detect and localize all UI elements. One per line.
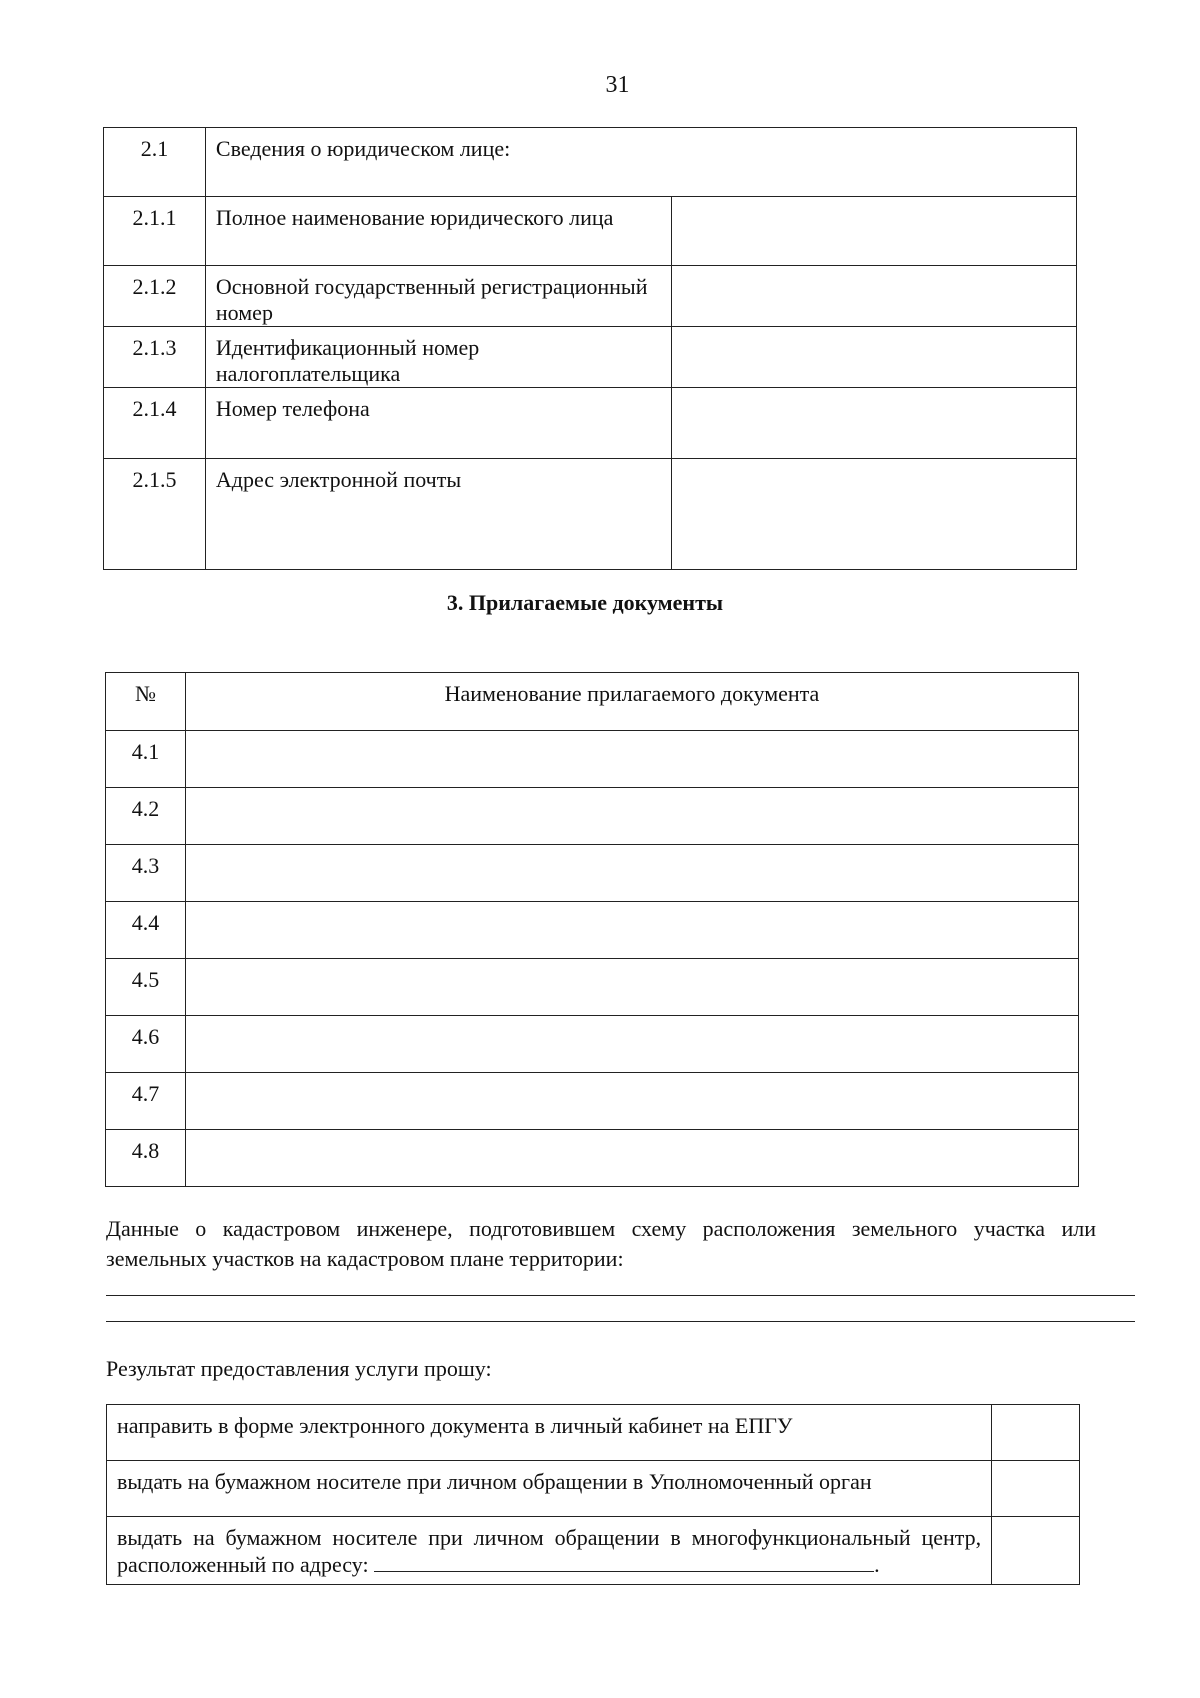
table-row xyxy=(104,197,1077,266)
table-row xyxy=(106,1130,1079,1187)
row-label-cell: Идентификационный номер налогоплательщика xyxy=(205,327,671,388)
full-name-value-field[interactable] xyxy=(671,197,1076,266)
table-row xyxy=(107,1517,1080,1585)
row-number-cell: 4.6 xyxy=(106,1016,186,1073)
row-label-cell: Номер телефона xyxy=(205,388,671,459)
row-number-cell: 2.1.1 xyxy=(104,197,206,266)
row-number-cell: 2.1.4 xyxy=(104,388,206,459)
ogrn-value-field[interactable] xyxy=(671,266,1076,327)
result-label: Результат предоставления услуги прошу: xyxy=(106,1356,492,1381)
legal-entity-header-cell: Сведения о юридическом лице: xyxy=(205,128,1076,197)
document-name-field[interactable] xyxy=(185,959,1078,1016)
row-number-cell: 4.7 xyxy=(106,1073,186,1130)
table-row xyxy=(107,1405,1080,1461)
result-option-label: выдать на бумажном носителе при личном обращении в Уполномоченный орган xyxy=(107,1461,992,1517)
row-number-cell: 4.4 xyxy=(106,902,186,959)
row-label-cell: Адрес электронной почты xyxy=(205,459,671,570)
document-name-field[interactable] xyxy=(185,731,1078,788)
table-row xyxy=(106,731,1079,788)
table-header-row xyxy=(106,673,1079,731)
page-number: 31 xyxy=(605,72,630,98)
row-number-cell: 2.1.2 xyxy=(104,266,206,327)
table-row xyxy=(104,266,1077,327)
table-row xyxy=(104,327,1077,388)
result-option-checkbox[interactable] xyxy=(992,1461,1080,1517)
phone-value-field[interactable] xyxy=(671,388,1076,459)
table-row xyxy=(106,788,1079,845)
row-label-cell: Основной государственный регистрационный номер xyxy=(205,266,671,327)
table-row xyxy=(107,1461,1080,1517)
address-end-period: . xyxy=(874,1552,880,1577)
table-row xyxy=(106,845,1079,902)
document-name-field[interactable] xyxy=(185,1016,1078,1073)
row-number-cell: 4.5 xyxy=(106,959,186,1016)
table-row xyxy=(106,959,1079,1016)
result-option-text: выдать на бумажном носителе при личном обращении в многофункциональный центр, расположенный по адресу: xyxy=(117,1525,982,1577)
cadastral-engineer-text: Данные о кадастровом инженере, подготовившем схему расположения земельного участка или земельных участков на кадастровом плане территории: xyxy=(106,1216,1096,1271)
row-label-cell: Полное наименование юридического лица xyxy=(205,197,671,266)
row-number-cell: 4.8 xyxy=(106,1130,186,1187)
result-option-checkbox[interactable] xyxy=(992,1517,1080,1585)
documents-table xyxy=(105,672,1079,1187)
document-name-field[interactable] xyxy=(185,1130,1078,1187)
result-option-checkbox[interactable] xyxy=(992,1405,1080,1461)
row-number-cell: 4.2 xyxy=(106,788,186,845)
row-number-cell: 2.1.3 xyxy=(104,327,206,388)
email-value-field[interactable] xyxy=(671,459,1076,570)
section-title: 3. Прилагаемые документы xyxy=(446,590,724,615)
table-row xyxy=(106,1016,1079,1073)
cadastral-engineer-line-2[interactable] xyxy=(106,1321,1135,1322)
result-option-label xyxy=(107,1517,992,1585)
document-name-field[interactable] xyxy=(185,902,1078,959)
legal-entity-table xyxy=(103,127,1077,570)
result-option-label: направить в форме электронного документа в личный кабинет на ЕПГУ xyxy=(107,1405,992,1461)
table-row xyxy=(104,459,1077,570)
table-row xyxy=(106,902,1079,959)
document-name-field[interactable] xyxy=(185,1073,1078,1130)
cadastral-engineer-line-1[interactable] xyxy=(106,1295,1135,1296)
row-number-cell: 4.1 xyxy=(106,731,186,788)
mfc-address-field[interactable] xyxy=(374,1551,874,1572)
column-header-number: № xyxy=(106,673,186,731)
row-number-cell: 2.1 xyxy=(104,128,206,197)
table-row xyxy=(106,1073,1079,1130)
result-options-table xyxy=(106,1404,1080,1585)
document-name-field[interactable] xyxy=(185,845,1078,902)
column-header-document-name: Наименование прилагаемого документа xyxy=(185,673,1078,731)
document-name-field[interactable] xyxy=(185,788,1078,845)
table-row xyxy=(104,128,1077,197)
row-number-cell: 4.3 xyxy=(106,845,186,902)
inn-value-field[interactable] xyxy=(671,327,1076,388)
table-row xyxy=(104,388,1077,459)
row-number-cell: 2.1.5 xyxy=(104,459,206,570)
